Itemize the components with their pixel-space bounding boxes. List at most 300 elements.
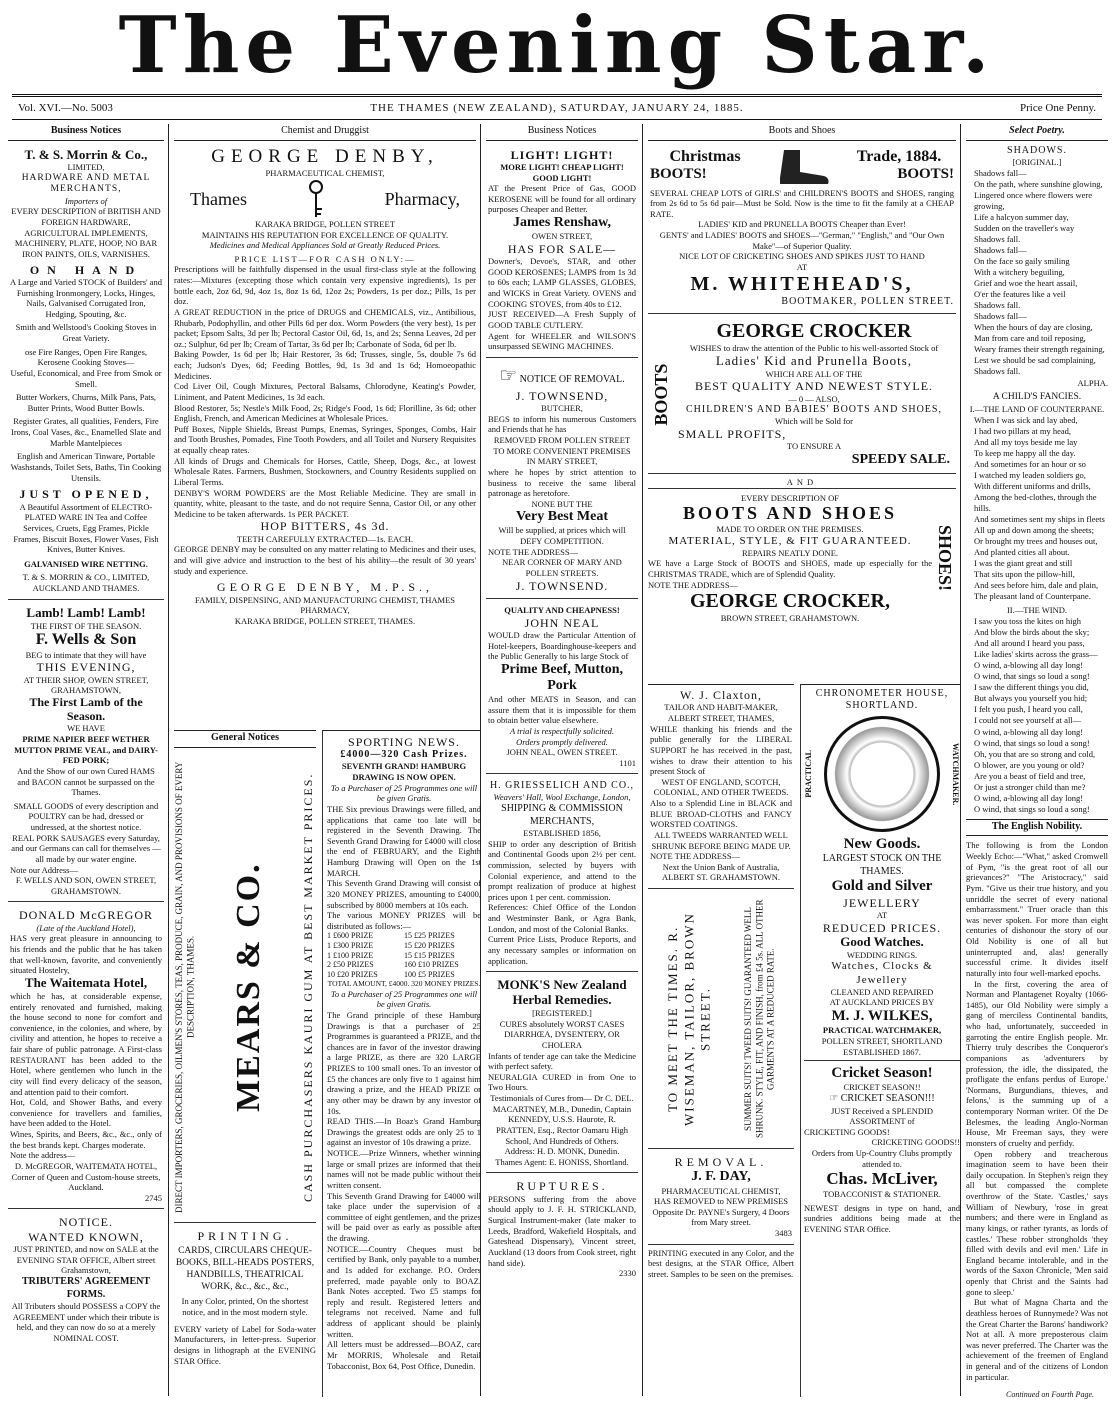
column-rule — [168, 124, 169, 1396]
tributers-text: All Tributers should POSSESS a COPY the AGREEMENT under which their tribute is held, and they can now do so at a merely NOMINAL COST. — [11, 1301, 161, 1343]
poem-line: Lest we should be sad complaining, — [974, 355, 1096, 366]
boots-exclaim: BOOTS! — [650, 165, 707, 182]
boot-icon — [772, 148, 832, 188]
advice-text: GEORGE DENBY may be consulted on any matter relating to Medicines and their uses, and will give advice and instruction to the best of his ability—the result of 30 years' study and experience. — [174, 544, 476, 576]
poem-shadows — [966, 168, 1108, 378]
column-heading: Business Notices — [486, 124, 638, 141]
wedding-rings: WEDDING RINGS. — [846, 949, 918, 960]
price-list-text: Prescriptions will be faithfully dispensed in the usual first-class style at the following rates:—Mixtures (excepting those which contain very expensive ingredients), 1s per bottle each, 2oz 6d, 9d, 4oz 1s, 8oz 1s 6d, 12oz 2s; Powders, 1s per doz.; Pills, 1s per doz. — [174, 264, 476, 307]
shipping-heading: SHIPPING & COMMISSION MERCHANTS, — [501, 803, 623, 827]
ad-townsend — [486, 361, 638, 599]
neal-text2: And other MEATS in Season, and can assure them that it is impossible for them to obtain better value elsewhere. — [488, 694, 636, 726]
references-text: References: Chief Office of the London and Westminster Bank, or Agra Bank, London, and most of the Colonial Banks. — [488, 902, 636, 934]
blood-text: Blood Restorer, 5s; Nestle's Milk Food, 2s; Ridge's Food, 1s 6d; Florilline, 3s 6d; other English, French, and American Medicines at Wholesale Prices. — [174, 402, 476, 424]
tributers-forms: TRIBUTERS' AGREEMENT FORMS. — [21, 1276, 151, 1300]
cleaned-text: CLEANED AND REPAIRED — [830, 986, 934, 997]
large-stock: WE have a Large Stock of BOOTS and SHOES, made up especially for the CHRISTMAS TRADE, which are of Splendid Quality. — [648, 558, 932, 580]
ruptures-heading: RUPTURES. — [516, 1179, 608, 1194]
onhand-desc: A Large and Varied STOCK of Builders' and Furnishing Ironmongery, Locks, Hinges, Nails, Galvanised Corrugated Iron, Hedging, Spouting, &c. — [10, 276, 162, 319]
children-text: CHILDREN'S AND BABIES' BOOTS AND SHOES, — [686, 404, 942, 416]
sporting-text1: THE Six previous Drawings were filled, and applications that came too late will be registered in the Seventh Drawing. The Seventh Grand Drawing for £4000 will close the end of FEBRUARY, and the Eighth Hamburg Drawing will Open on the 1st MARCH. — [327, 803, 481, 878]
first-lamb: The First Lamb of the Season. — [29, 694, 143, 723]
labels-text: EVERY variety of Label for Soda-water Manufacturers, in letter-press. Superior designs in lithograph at the EVENING STAR Office. — [174, 1323, 316, 1366]
day-sub: PHARMACEUTICAL CHEMIST, — [661, 1185, 781, 1196]
neal-sign: JOHN NEAL, OWEN STREET. — [506, 747, 618, 758]
poem-line: And sometimes for an hour or so — [974, 458, 1086, 469]
poem-line: Life a halcyon summer day, — [974, 211, 1069, 222]
mears-kauri: CASH PURCHASERS KAURI GUM AT BEST MARKET PRICES. — [301, 771, 315, 1202]
printing-note: PRINTING executed in any Color, and the best designs, at the STAR Office, Albert street. Samples to be seen on the premises. — [648, 1247, 794, 1279]
sporting-title: SPORTING NEWS. — [348, 735, 460, 749]
reduced-prices: REDUCED PRICES. — [822, 920, 942, 935]
shoes-vertical: SHOES! — [935, 525, 955, 592]
and-divider: AND — [648, 477, 956, 489]
column-poetry — [966, 124, 1108, 1396]
brown-street: BROWN STREET, GRAHAMSTOWN. — [720, 613, 860, 624]
note-address: Note the address— — [10, 1150, 76, 1161]
poem-author: ALPHA. — [1077, 377, 1108, 388]
very-best-meat: Very Best Meat — [515, 509, 608, 525]
bootmaker-text: BOOTMAKER, POLLEN STREET. — [781, 295, 954, 307]
just-received: JUST Received a SPLENDID ASSORTMENT of — [830, 1105, 934, 1127]
medicines-text: Medicines and Medical Appliances Sold at Greatly Reduced Prices. — [209, 240, 441, 251]
poem-line: I had two pillars at my head, — [974, 425, 1072, 436]
prize-item: 15 £15 PRIZES — [404, 950, 455, 960]
practical-vertical: PRACTICAL — [804, 750, 813, 798]
poem-line: Shadows fall— — [974, 244, 1027, 255]
poem-line: O wind, a-blowing all day long! — [974, 792, 1084, 803]
principle-text: The Grand principle of these Hamburg Drawings is that a purchaser of 25 Programmes is guaranteed a PRIZE, and the chances are in favor of the investor drawing a large PRIZE, as there are 320 LARGE PRIZES to 100 small ones. To an investor of £5 the chances are only five to 1 against him drawing a prize, and the HEAD PRIZE or any other may be drawn by any investor of 10s. — [327, 1009, 481, 1116]
prize-item: 2 £50 PRIZES — [327, 960, 374, 970]
wanted-text: JUST PRINTED, and now on SALE at the EVENING STAR OFFICE, Albert street Grahamstown, — [13, 1244, 159, 1276]
poem-line: I was the giant great and still — [974, 558, 1073, 569]
wilkes-title: M. J. WILKES, — [831, 1008, 933, 1025]
townsend-sign: J. TOWNSEND. — [515, 578, 609, 593]
morrin-trade: HARDWARE AND METAL MERCHANTS, — [21, 173, 151, 195]
poem-line: Or just a stronger child than me? — [974, 781, 1086, 792]
address-label: Note our Address— — [10, 864, 78, 875]
cricket-season-2: CRICKET SEASON!! — [843, 1082, 921, 1093]
ad-wells — [8, 603, 164, 903]
monk-title: MONK'S New Zealand Herbal Remedies. — [497, 977, 627, 1008]
poem-line: Like ladies' skirts across the grass— — [974, 649, 1098, 660]
butcher-text: BUTCHER, — [541, 403, 583, 414]
cod-text: Cod Liver Oil, Cough Mixtures, Pectoral Balsams, Chlorodyne, Keating's Powder, Liniment, and Patent Medicines, 1s 3d each. — [174, 381, 476, 402]
light-heading: LIGHT! LIGHT! — [510, 147, 614, 162]
wiseman-text: SUMMER SUITS! TWEED SUITS! GUARANTEED WELL SHRUNK. STYLE, FIT, AND FINISH, from £4 5s. ALL OTHER GARMENTS AT A REDUCED RATE. — [743, 899, 776, 1139]
cures-text: CURES absolutely WORST CASES DIARRHŒA, DYSENTERY, OR CHOLERA — [499, 1018, 625, 1050]
price-list-heading: PRICE LIST—FOR CASH ONLY:— — [234, 253, 416, 264]
mcliver-title: Chas. McLiver, — [826, 1169, 938, 1189]
ad-wiseman — [648, 892, 794, 1149]
pointing-hand-icon: ☞ — [499, 364, 518, 387]
notice-text: NOTICE.—Prize Winners, whether winning large or small prizes are informed that their names will not be made public without their written consent. — [327, 1148, 481, 1190]
purchaser-text2: To a Purchaser of 25 Programmes one will be given Gratis. — [330, 988, 478, 1010]
dateline — [12, 94, 1102, 120]
poem-line: I felt you push, I heard you call, — [974, 704, 1083, 715]
poem-line: O'er the features like a veil — [974, 289, 1066, 300]
column-sporting-news — [322, 730, 481, 1397]
electroplate-desc: A Beautiful Assortment of ELECTRO-PLATED WARE IN Tea and Coffee Services, Cruets, Egg Frames, Pickle Frames, Biscuit Boxes, Flower Vases, Fish Knives, Butter Knives. — [13, 501, 159, 555]
poem-line: Are you a beast of field and tree, — [974, 770, 1086, 781]
kerosene-text: AT the Present Price of Gas, GOOD KEROSENE will be found for all ordinary purposes Cheaper and Better. — [488, 183, 636, 215]
useful-text: Useful, Economical, and Free from Smok or Smell. — [10, 367, 162, 389]
sale-text: Downer's, Devoe's, STAR, and other GOOD KEROSENES; LAMPS from 1s 3d to 60s each; LAMP GLASSES, GLOBES, and WICKS in Great Variety. OVENS and COOKING STOVES, from 40s to £12. — [488, 256, 636, 309]
also-text: — 0 — ALSO, — [788, 393, 840, 404]
wines-text: Wines, Spirits, and Beers, &c., &c., only of the best brands kept. Charges moderate. — [10, 1129, 162, 1150]
poem-line: To keep me happy all the day. — [974, 447, 1076, 458]
established-text: ESTABLISHED 1856, — [523, 828, 601, 839]
cash-prizes: £4000—320 Cash Prizes. — [340, 749, 468, 761]
neal-title: JOHN NEAL — [524, 615, 600, 630]
sold-text: Which will be Sold for — [775, 416, 853, 427]
claxton-title: W. J. Claxton, — [680, 688, 762, 702]
denby-name: GEORGE DENBY, — [211, 145, 439, 167]
ad-mcgregor — [8, 905, 164, 1209]
prize-item: 100 £5 PRIZES — [404, 969, 455, 979]
read-text: READ THIS.—In Boaz's Grand Hamburg Drawings the greatest odds are only 25 to 1 against an investor of 10s drawing a prize. — [327, 1116, 481, 1148]
best-quality: BEST QUALITY AND NEWEST STYLE. — [694, 379, 934, 394]
chronometer-title: CHRONOMETER HOUSE, SHORTLAND. — [815, 688, 949, 711]
column-heading: Select Poetry. — [966, 124, 1108, 141]
bridge-address: KARAKA BRIDGE, POLLEN STREET — [255, 218, 395, 229]
baths-text: Hot, Cold, and Shower Baths, and every convenience for travellers and families, have been added to the Hotel. — [10, 1097, 162, 1129]
trial-text: A trial is respectfully solicited. — [509, 725, 615, 736]
place-date: THE THAMES (NEW ZEALAND), SATURDAY, JANUARY 24, 1885. — [370, 102, 744, 114]
tobacconist-text: TOBACCONIST & STATIONER. — [823, 1188, 941, 1199]
griess-sub: Weavers' Hall, Wool Exchange, London, — [493, 792, 631, 803]
whitehead-title: M. WHITEHEAD'S, — [690, 272, 914, 295]
column-rule — [642, 124, 643, 1396]
maintains-text: MAINTAINS HIS REPUTATION FOR EXCELLENCE OF QUALITY. — [201, 229, 449, 240]
crocker-title: GEORGE CROCKER — [716, 319, 912, 342]
ad-morrin — [8, 145, 164, 600]
griess-text: SHIP to order any description of British and Continental Goods upon 2½ per cent. commission, selected by buyers with Colonial experience, and attend to the prompt realization of produce at highest prices upon 1 per cent. commission. — [488, 838, 636, 902]
gents-text: GENTS' and LADIES' BOOTS and SHOES—"German," "English," and "Our Own Make"—of Superior Quality. — [659, 230, 945, 251]
column-business-notices-2 — [486, 124, 638, 1396]
poem-line: And sees before him, dale and plain, — [974, 580, 1099, 591]
kid-boots: Ladies' Kid and Prunella Boots, — [715, 353, 913, 369]
show-text: And the Show of our own Cured HAMS and BACON cannot be surpassed on the Thames. — [17, 765, 155, 798]
which-text: WHICH ARE ALL OF THE — [765, 368, 863, 379]
continued-note: Continued on Fourth Page. — [1006, 1390, 1094, 1399]
poem-wind — [966, 616, 1108, 815]
poem-line: Among the bed-clothes, through the hills. — [974, 491, 1097, 514]
orders-text: Orders from Up-Country Clubs promptly attended to. — [811, 1148, 953, 1169]
speedy-sale: SPEEDY SALE. — [851, 452, 950, 467]
waitemata-text: which he has, at considerable expense, entirely renovated and furnished, making the house second to none for comfort and convenience, in the colonies, and where, by civility and attention, he hopes to receive a fair share of public patronage. A First-class RESTAURANT has been added to the Hotel, where gentlemen who lunch in the city will find every delicacy of the season, and attention paid to their comfort. — [10, 990, 162, 1097]
key-icon — [303, 179, 329, 219]
denby-sign: GEORGE DENBY, M.P.S., — [216, 580, 434, 595]
cricket-season-3: CRICKET SEASON!!! — [840, 1093, 935, 1105]
owen-street: OWEN STREET, — [531, 231, 593, 242]
column-heading: Chemist and Druggist — [174, 124, 476, 141]
printing-heading: PRINTING. — [197, 1228, 293, 1243]
prize-item: 1 £100 PRIZE — [327, 950, 374, 960]
ad-crocker — [648, 317, 956, 475]
printing-list: CARDS, CIRCULARS CHEQUE-BOOKS, BILL-HEADS POSTERS, HANDBILLS, THEATRICAL WORK, &c., &c., &c., — [175, 1245, 315, 1292]
poem-line: All up and down among the sheets; — [974, 525, 1094, 536]
poem-line: Grief and woe the heart assail, — [974, 278, 1078, 289]
prize-item: 15 £25 PRIZES — [404, 931, 455, 941]
prize-item: 160 £10 PRIZES — [404, 960, 459, 970]
poem-line: I could not see yourself at all— — [974, 715, 1082, 726]
ad-claxton — [648, 685, 794, 889]
several-text: SEVERAL CHEAP LOTS of GIRLS' and CHILDREN'S BOOTS and SHOES, ranging from 2s 6d to 5s 6d pair—Must be Sold. Now is the time to fit the family at a CHEAP RATE. — [650, 187, 954, 219]
grates-text: Register Grates, all qualities, Fenders, Fire Irons, Coal Vases, &c., Enamelled Slate and Marble Mantelpieces — [11, 416, 161, 448]
denby-sub: PHARMACEUTICAL CHEMIST, — [265, 168, 385, 179]
poem-line: With different uniforms and drills, — [974, 480, 1091, 491]
hopes-text: where he hopes by strict attention to business to receive the same liberal patronage as heretofore. — [488, 466, 636, 499]
poem-line: And planted cities all about. — [974, 547, 1070, 558]
made-to-order: MADE TO ORDER ON THE PREMISES. — [716, 524, 864, 535]
poem-title: SHADOWS. — [1007, 144, 1067, 156]
thames-word: Thames — [190, 188, 247, 209]
wells-intro: BEG to intimate that they will have — [25, 649, 147, 660]
mcgregor-sign: D. McGREGOR, WAITEMATA HOTEL, Corner of Queen and Custom-house streets, Auckland. — [11, 1160, 161, 1193]
poem-line: With a witchery beguiling, — [974, 267, 1065, 278]
mcgregor-sub: (Late of the Auckland Hotel), — [36, 922, 136, 933]
distributed-text: The various MONEY PRIZES will be distributed as follows:— — [327, 910, 481, 931]
small-goods: SMALL GOODS of every description and POULTRY can be had, dressed or undressed, at the shortest notice. — [13, 800, 159, 833]
poem-line: I watched my leaden soldiers go, — [974, 469, 1086, 480]
townsend-title: J. TOWNSEND, — [515, 388, 609, 403]
nobility-text: The following is from the London Weekly Echo:—"What," asked Cromwell of Pym, "is the great root of all our grievances?" "The Aristocracy," said Pym. "Give us their true history, and you unriddle the secret of every national embarrassment." Truer oracle than this was never spoken. For more than eight centuries of dishonour the story of our Old Nobility is one of all but uninterrupted and, alas! generally successful crime. It divides itself naturally into four well-marked epochs. — [966, 840, 1108, 978]
ranges-text: ose Fire Ranges, Open Fire Ranges, Kerosene Cooking Stoves— — [24, 346, 148, 368]
prize-item: 15 £20 PRIZES — [404, 940, 455, 950]
poem-line: On the face so gaily smiling — [974, 256, 1070, 266]
poem-line: But always you yourself you hid; — [974, 693, 1088, 704]
poem-line: Shadows fall— — [974, 167, 1027, 178]
prize-list — [327, 931, 481, 979]
column-boots-shoes — [648, 124, 956, 674]
at-text: AT — [796, 261, 808, 272]
good-watches: Good Watches. — [840, 933, 924, 949]
poem-line: And blow the birds about the sky; — [974, 627, 1090, 638]
also-text: Also to a Splendid Line in BLACK and BLUE BROAD-CLOTHS and FANCY WORSTED COATINGS. — [650, 798, 792, 830]
cheques-text: NOTICE.—Country Cheques must be certified by Bank, only payable to a number, and 1s added for exchange. P.O. Orders preferred, made payable only to BOAZ. Bank Notes accepted. Two £5 stamps for reply and result. Registered letters and telegrams not received. Name and full address of applicant should be plainly written. — [327, 1243, 481, 1339]
morrin-limited: LIMITED, — [67, 162, 105, 173]
every-desc: EVERY DESCRIPTION OF — [741, 492, 839, 503]
more-light: MORE LIGHT! CHEAP LIGHT! GOOD LIGHT! — [500, 161, 624, 183]
poem-line: Lingered once where flowers were growing, — [974, 189, 1092, 211]
wanted-known: WANTED KNOWN, — [28, 1229, 144, 1244]
ensure-text: TO ENSURE A — [786, 441, 842, 452]
established-text: ESTABLISHED 1867. — [804, 1047, 960, 1062]
supplied-text: Will be supplied, at prices which will DEFY COMPETITION. — [498, 525, 626, 547]
poem-line: And all around I heard you pass, — [974, 638, 1085, 649]
removed-text: REMOVED FROM POLLEN STREET TO MORE CONVENIENT PREMISES IN MARY STREET, — [493, 435, 631, 467]
testimonials-text: Testimonials of Cures from— Dr C. DEL. MACARTNEY, M.B., Dunedin, Captain KENNEDY, U.S.S. Haurote, R. PRATTEN, Esq., Rector Oamaru High School, And Hundreds of Others. — [490, 1093, 634, 1146]
lamb-sub: THE FIRST OF THE SEASON. — [30, 620, 142, 631]
ad-ruptures — [486, 1176, 638, 1283]
warranted-text: ALL TWEEDS WARRANTED WELL SHRUNK BEFORE BEING MADE UP. — [651, 829, 791, 851]
ad-tributers — [8, 1212, 164, 1348]
wishes-text: WISHES to draw the attention of the Public to his well-assorted Stock of — [689, 342, 939, 353]
poem-line: O blower, are you young or old? — [974, 759, 1085, 770]
newest-designs: NEWEST designs in type on hand, and sundries additions being made at the EVENING STAR Office. — [804, 1202, 960, 1234]
morrin-importers: Importers of — [64, 195, 108, 206]
ad-griesselich — [486, 777, 638, 972]
column-chronometer — [800, 684, 960, 1397]
mears-title: MEARS & CO. — [229, 861, 267, 1112]
material-text: MATERIAL, STYLE, & FIT GUARANTEED. — [668, 534, 912, 547]
column-business-notices — [8, 124, 164, 1396]
pointing-hand-icon: ☞ — [829, 1093, 839, 1105]
poem-line: Shadows fall. — [974, 300, 1021, 311]
ad-whitehead — [648, 145, 956, 314]
pollen-street: POLLEN STREET, SHORTLAND — [821, 1035, 943, 1046]
wells-address: F. WELLS AND SON, OWEN STREET, GRAHAMSTOWN. — [15, 875, 157, 896]
current-text: Current Price Lists, Produce Reports, and any necessary samples or information on application. — [488, 934, 636, 966]
prime-meats: Prime Beef, Mutton, Pork — [500, 661, 624, 693]
claxton-street: ALBERT STREET, THAMES, — [667, 713, 775, 724]
lamb-heading: Lamb! Lamb! Lamb! — [26, 604, 146, 620]
seventh-drawing: SEVENTH GRAND! HAMBURG DRAWING IS NOW OPEN. — [341, 761, 467, 783]
meats-list: PRIME NAPIER BEEF WETHER MUTTON PRIME VEAL, and DAIRY-FED PORK; — [14, 734, 158, 766]
this-evening: THIS EVENING, — [36, 660, 136, 675]
poem-line: O wind, that sings so loud a song! — [974, 803, 1090, 814]
poem-line: That sits upon the pillow-hill, — [974, 569, 1075, 580]
morrin-sign: T. & S. MORRIN & CO., LIMITED, AUCKLAND AND THAMES. — [22, 572, 150, 593]
cricket-season: Cricket Season! — [831, 1065, 933, 1082]
wind-subtitle: II.—THE WIND. — [1006, 605, 1068, 616]
claxton-text: WHILE thanking his friends and the public generally for the LIBERAL SUPPORT he has received in the past, wishes to draw their attention to his present Stock of — [650, 723, 792, 777]
removal-heading: REMOVAL. — [674, 1155, 768, 1170]
corner-text: NEAR CORNER OF MARY AND POLLEN STREETS. — [502, 557, 622, 578]
column-general-notices — [174, 730, 316, 1397]
prize-item: 10 £20 PRIZES — [327, 969, 378, 979]
worm-text: DENBY'S WORM POWDERS are the Most Reliable Medicine. They are small in quantity, white, pleasant to the taste, and do not require Senna, Castor Oil, or any other Medicine to be taken afterwards. 1s PER PACKET. — [174, 487, 476, 519]
practical-watchmaker: PRACTICAL WATCHMAKER, — [822, 1025, 942, 1036]
ruptures-text: PERSONS suffering from the above should apply to J. F. H. STRICKLAND, Surgical Instrument-maker (late maker to Leeds, Bradford, Wakefield Hospitals, and Gateshead Dispensary), Vincent street, Auckland (13 doors from Cook street, right hand side). — [488, 1193, 636, 1268]
poem-line: Shadows fall. — [974, 366, 1021, 377]
nobility-text3: Open robbery and treacherous imagination seem to have been their daily occupation. In Stephen's reign they all but compassed the complete overthrow of the State. 'Castles,' says William of Newbury, 'rose in great numbers; and there were in England as many kings, or rather tyrants, as lords of castles.' These robber strongholds 'they filled with devils and evil men.' Life in England became intolerable, and in the words of the Saxon Chronicle, 'Men said openly that Christ and the Saints had gone to sleep.' — [966, 1148, 1108, 1297]
poem-line: Shadows fall. — [974, 233, 1021, 244]
at-text: AT — [876, 909, 888, 920]
ad-number: 1101 — [619, 757, 636, 768]
ad-mears — [174, 752, 316, 1223]
ladies-text: LADIES' KID and PRUNELLA BOOTS Cheaper than Ever! — [698, 219, 906, 230]
teeth-text: TEETH CAREFULLY EXTRACTED—1s. EACH. — [236, 533, 414, 544]
ad-day — [648, 1152, 794, 1245]
puff-text: Puff Boxes, Nipple Shields, Breast Pumps, Enemas, Syringes, Sponges, Combs, Hair and Tooth Brushes, Pomades, Fine Tooth Powders, and all Toilet and Nursery Requisites at equally cheap rates. — [174, 423, 476, 455]
orders-text: Orders promptly delivered. — [516, 736, 608, 747]
townsend-text: BEGS to inform his numerous Customers and Friends that he has — [488, 413, 636, 435]
tweeds-text: WEST OF ENGLAND, SCOTCH, COLONIAL, AND OTHER TWEEDS. — [653, 776, 789, 798]
land-subtitle: I.—THE LAND OF COUNTERPANE. — [969, 404, 1105, 415]
poem-line: And sometimes sent my ships in fleets — [974, 514, 1105, 525]
ad-monk — [486, 975, 638, 1173]
nobility-heading: The English Nobility. — [966, 819, 1108, 837]
waitemata-title: The Waitemata Hotel, — [24, 974, 148, 990]
monk-address: Address: H. D. MONK, Dunedin. — [504, 1146, 620, 1157]
poem-line: Man from care and toil reposing, — [974, 333, 1086, 344]
galvanised-text: GALVANISED WIRE NETTING. — [24, 558, 148, 569]
seventh-draw-text: This Seventh Grand Drawing for £4000 will take place under the supervision of a committee of eight gentlemen, and the prizes will be paid over as early as possible after the drawing. — [327, 1190, 481, 1244]
claxton-trade: TAILOR AND HABIT-MAKER, — [664, 702, 778, 713]
mcgregor-title: DONALD McGREGOR — [19, 908, 153, 923]
boots-and-shoes: BOOTS AND SHOES — [682, 503, 898, 524]
for-sale: HAS FOR SALE— — [507, 241, 617, 256]
poem-line: Or brought my trees and houses out, — [974, 536, 1098, 547]
boots-exclaim: BOOTS! — [897, 165, 954, 182]
printing-text: In any Color, printed, On the shortest notice, and in the most modern style. — [181, 1296, 309, 1318]
morrin-desc: EVERY DESCRIPTION of BRITISH AND FOREIGN HARDWARE, AGRICULTURAL IMPLEMENTS, MACHINERY, PLATE, HOOP, NO BAR IRON PAINTS, OILS, VARNISHES. — [11, 206, 161, 259]
stoves-text: Smith and Wellstood's Cooking Stoves in Great Variety. — [15, 322, 157, 344]
poem-line: I saw the different things you did, — [974, 682, 1089, 693]
hop-bitters: HOP BITTERS, 4s 3d. — [260, 519, 390, 534]
poem-line: Sudden on the traveller's way — [974, 222, 1075, 233]
poem-line: O wind, a-blowing all day long! — [974, 726, 1084, 737]
wells-shop: AT THEIR SHOP, OWEN STREET, GRAHAMSTOWN, — [23, 674, 149, 696]
trade-word: Trade, 1884. — [856, 147, 942, 165]
wiseman-title: TO MEET THE TIMES. R. WISEMAN, TAILOR, BROWN STREET. — [664, 912, 713, 1126]
poem-line: And all my toys beside me lay — [974, 436, 1078, 447]
poem-line: Oh, you that are so strong and cold, — [974, 748, 1096, 759]
poem-line: Weary frames their strength regaining, — [974, 344, 1105, 355]
mcgregor-text: HAS very great pleasure in announcing to his friends and the public that he has taken that well-known, favorite, and conveniently situated Hostelry, — [10, 933, 162, 976]
ad-renshaw — [486, 145, 638, 358]
boaz-address: All letters must be addressed—BOAZ, care Mr MORRIS, Wholesale and Retail Tobacconist, Box 64, Post Office, Dunedin. — [327, 1339, 481, 1371]
note-address: NOTE THE ADDRESS— — [648, 579, 739, 590]
pharmacy-banner — [174, 179, 476, 219]
neuralgia-text: NEURALGIA CURED in from One to Two Hours. — [488, 1071, 636, 1093]
denby-sign2: FAMILY, DISPENSING, AND MANUFACTURING CHEMIST, THAMES PHARMACY, — [195, 594, 455, 616]
sporting-text2: This Seventh Grand Drawing will consist of 320 MONEY PRIZES, amounting to £4000, subscribed by 8000 members at 10s each. — [327, 878, 481, 910]
poem-original: [ORIGINAL.] — [1012, 157, 1062, 167]
ad-number: 3483 — [775, 1228, 792, 1238]
day-text: HAS REMOVED to NEW PREMISES Opposite Dr. PAYNE's Surgery, 4 Doors from Mary street. — [652, 1196, 790, 1228]
poem-line: When the hours of day are closing, — [974, 322, 1093, 333]
english-text: English and American Tinware, Portable Washstands, Toilet Sets, Baths, Tin Cooking Utensils. — [10, 451, 162, 483]
removal-heading: NOTICE OF REMOVAL. — [519, 373, 625, 385]
ad-number: 2330 — [619, 1268, 636, 1279]
watchmaker-vertical: WATCHMAKER. — [951, 742, 960, 806]
renshaw-title: James Renshaw, — [512, 215, 611, 231]
column-claxton — [648, 684, 794, 1397]
morrin-title: T. & S. Morrin & Co., — [24, 146, 148, 162]
wells-title: F. Wells & Son — [35, 631, 137, 649]
cricketing-goods: CRICKETING GOODS! — [804, 1126, 890, 1137]
christmas-word: Christmas — [669, 147, 741, 165]
received-text: JUST RECEIVED—A Fresh Supply of GOOD TABLE CUTLERY. — [488, 309, 636, 330]
nobility-text4: But what of Magna Charta and the deathless heroes of Runnymede? Was not the Great Charter the Barons' handiwork? Not at all. A more preposterous claim was never preferred. The Charter was the achievement of the freemen of England in general and of the citizens of London in particular. — [966, 1297, 1108, 1382]
volume-number: Vol. XVI.—No. 5003 — [18, 102, 113, 114]
sausages-text: REAL PORK SAUSAGES every Saturday, and our Germans can call for themselves —all made by our water engine. — [11, 832, 161, 864]
we-have: WE HAVE — [67, 723, 105, 734]
mears-importers: DIRECT IMPORTERS, GROCERIES, OILMEN'S STORES, TEAS, PRODUCE, GRAIN, AND PROVISIONS OF EVERY DESCRIPTION, THAMES. — [174, 760, 196, 1213]
next-bank: Next the Union Bank of Australia, ALBERT ST. GRAHAMSTOWN. — [661, 861, 781, 883]
largest-stock: LARGEST STOCK ON THE THAMES. — [822, 853, 942, 877]
column-rule — [960, 124, 961, 1396]
poem-line: O wind, a-blowing all day long! — [974, 660, 1084, 671]
poem-line: Shadows fall— — [974, 311, 1027, 322]
boots-vertical: BOOTS — [651, 362, 671, 425]
nobility-text2: In the first, covering the area of Norman and Plantagenet Royalty (1066-1485), our Old Nobility were simply a gang of merciless Continental bandits, who had, unfortunately, succeeded in garroting the entire English people. Mr. Thierry truly describes the Conqueror's companions as 'adventurers by profession, the idle, the dissipated, the profligate the enfans perdus of Europe.' 'Normans, Burgundians, thieves, and felons,' is the summing up of a contemporary Norman writer. Of the De Belesmes, the leading Anglo-Norman House, Mr Freeman says, they were monsters of cruelty and perfidy. — [966, 978, 1108, 1148]
poem-line: O wind, that sings so loud a song! — [974, 671, 1090, 682]
thames-agent: Thames Agent: E. HONISS, Shortland. — [495, 1156, 629, 1167]
griess-title: H. GRIESSELICH AND CO., — [489, 780, 635, 792]
masthead — [0, 0, 1114, 92]
fancies-title: A CHILD'S FANCIES. — [992, 392, 1082, 403]
price: Price One Penny. — [1020, 102, 1096, 114]
infants-text: Infants of tender age can take the Medicine with perfect safety. — [488, 1050, 636, 1072]
newspaper-title: The Evening Star. — [118, 0, 996, 91]
new-goods: New Goods. — [843, 836, 921, 852]
watch-icon — [824, 716, 940, 832]
ad-neal — [486, 602, 638, 774]
